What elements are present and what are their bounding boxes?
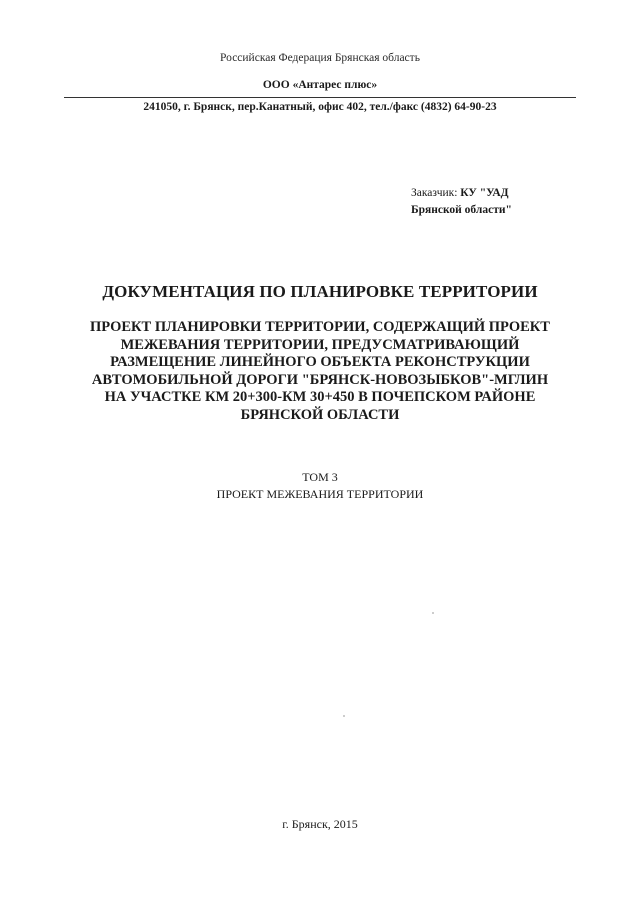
subtitle-line: РАЗМЕЩЕНИЕ ЛИНЕЙНОГО ОБЪЕКТА РЕКОНСТРУКЦИИ xyxy=(110,354,530,370)
volume-number: ТОМ 3 xyxy=(302,470,338,484)
place-and-year: г. Брянск, 2015 xyxy=(282,817,358,831)
subtitle-line: МЕЖЕВАНИЯ ТЕРРИТОРИИ, ПРЕДУСМАТРИВАЮЩИЙ xyxy=(120,336,520,353)
scan-speck xyxy=(432,612,434,614)
organization-name: ООО «Антарес плюс» xyxy=(262,79,378,91)
country-region-line: Российская Федерация Брянская область xyxy=(220,52,420,64)
volume-name: ПРОЕКТ МЕЖЕВАНИЯ ТЕРРИТОРИИ xyxy=(216,487,424,501)
subtitle-line: АВТОМОБИЛЬНОЙ ДОРОГИ "БРЯНСК-НОВОЗЫБКОВ"-МГЛИН xyxy=(91,371,549,388)
customer-block xyxy=(411,185,512,219)
subtitle-line: ПРОЕКТ ПЛАНИРОВКИ ТЕРРИТОРИИ, СОДЕРЖАЩИЙ ПРОЕКТ xyxy=(90,319,550,335)
document-title: ДОКУМЕНТАЦИЯ ПО ПЛАНИРОВКЕ ТЕРРИТОРИИ xyxy=(102,282,538,301)
document-subtitle xyxy=(70,319,570,424)
organization-address: 241050, г. Брянск, пер.Канатный, офис 402, тел./факс (4832) 64-90-23 xyxy=(143,101,497,113)
customer-label: Заказчик: xyxy=(411,187,458,199)
header-divider xyxy=(64,97,576,98)
scan-speck xyxy=(343,715,345,717)
subtitle-line: НА УЧАСТКЕ КМ 20+300-КМ 30+450 В ПОЧЕПСКОМ РАЙОНЕ xyxy=(104,389,536,405)
customer-name-line1: КУ "УАД xyxy=(460,187,509,199)
subtitle-line: БРЯНСКОЙ ОБЛАСТИ xyxy=(240,406,400,423)
customer-name-line2: Брянской области" xyxy=(411,204,512,216)
